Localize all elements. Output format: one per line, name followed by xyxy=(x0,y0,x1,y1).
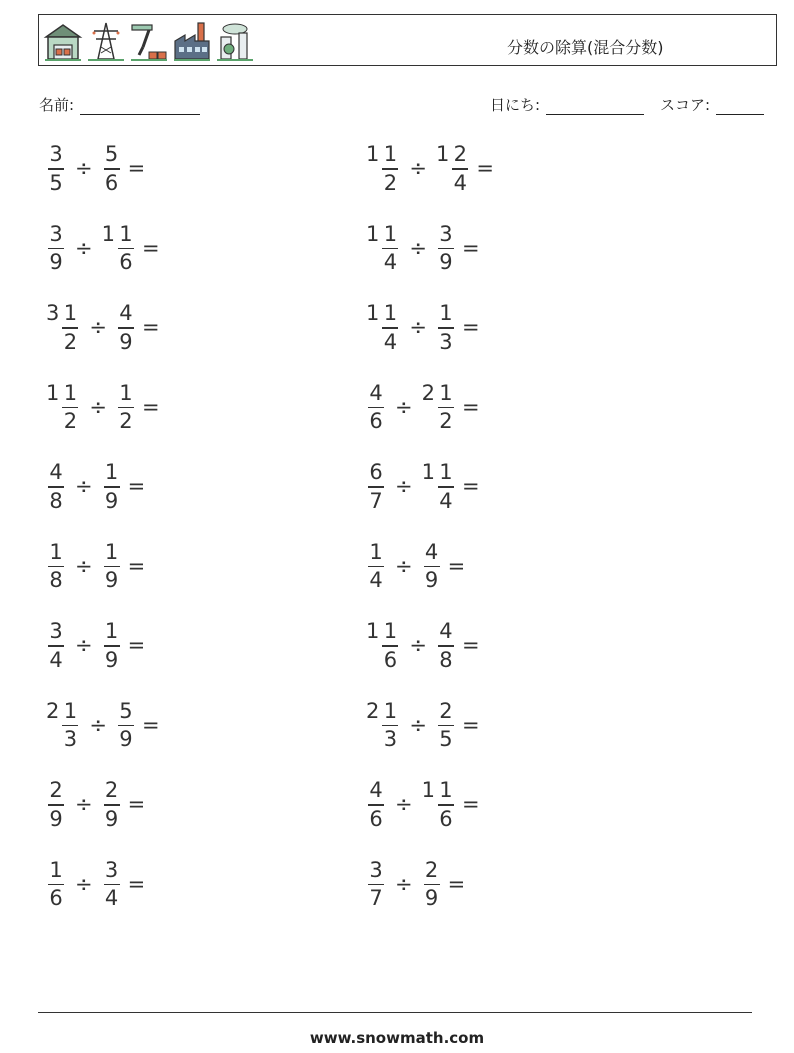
problem-item xyxy=(46,218,160,278)
name-blank[interactable] xyxy=(80,99,200,115)
divide-sign: ÷ xyxy=(409,633,427,657)
name-field xyxy=(39,94,200,115)
fraction xyxy=(368,857,384,911)
fraction xyxy=(62,303,78,353)
numerator: 3 xyxy=(49,221,63,246)
fraction xyxy=(104,621,120,671)
fraction xyxy=(48,144,64,194)
mixed-number xyxy=(46,301,80,353)
denominator: 9 xyxy=(104,806,119,831)
divide-sign: ÷ xyxy=(75,156,93,180)
numerator: 1 xyxy=(104,619,119,644)
denominator: 4 xyxy=(49,647,63,672)
warehouse-icon xyxy=(43,19,83,63)
numerator: 1 xyxy=(63,301,78,326)
denominator: 9 xyxy=(119,329,133,354)
mixed-number xyxy=(46,858,66,910)
mixed-number xyxy=(46,699,80,751)
whole-number: 1 xyxy=(435,142,450,167)
fraction xyxy=(382,698,398,752)
equals-sign: = xyxy=(141,315,160,339)
mixed-number xyxy=(102,619,122,671)
mixed-number xyxy=(366,381,386,433)
mixed-number xyxy=(46,222,66,274)
numerator: 6 xyxy=(369,460,383,485)
fraction xyxy=(438,380,454,434)
mixed-number xyxy=(46,778,66,830)
problem-item xyxy=(46,456,145,516)
denominator: 3 xyxy=(63,727,78,752)
denominator: 6 xyxy=(369,806,383,831)
fraction xyxy=(368,780,384,830)
problem-item xyxy=(366,218,480,278)
equals-sign: = xyxy=(127,474,146,498)
denominator: 4 xyxy=(439,488,453,513)
whole-number: 1 xyxy=(366,221,380,246)
numerator: 4 xyxy=(369,380,383,405)
problem-item xyxy=(46,536,145,596)
denominator: 4 xyxy=(383,329,398,354)
date-field xyxy=(490,94,644,115)
numerator: 4 xyxy=(119,301,133,326)
mixed-number xyxy=(436,619,456,671)
fraction xyxy=(104,780,120,830)
score-blank[interactable] xyxy=(716,99,764,115)
denominator: 7 xyxy=(369,488,383,513)
numerator: 5 xyxy=(119,698,133,723)
denominator: 6 xyxy=(383,647,398,672)
divide-sign: ÷ xyxy=(75,871,93,896)
fraction xyxy=(438,462,454,512)
fraction xyxy=(118,380,134,434)
denominator: 9 xyxy=(104,488,119,513)
numerator: 4 xyxy=(424,539,439,564)
divide-sign: ÷ xyxy=(409,315,427,339)
fraction xyxy=(438,780,454,830)
mixed-number xyxy=(116,381,136,433)
denominator: 2 xyxy=(119,409,133,434)
equals-sign: = xyxy=(127,553,146,578)
fraction xyxy=(424,539,440,593)
numerator: 3 xyxy=(49,142,63,167)
score-label: スコア: xyxy=(660,96,711,114)
divide-sign: ÷ xyxy=(75,553,93,578)
divide-sign: ÷ xyxy=(395,474,413,498)
problem-item xyxy=(366,377,480,437)
denominator: 9 xyxy=(439,250,453,275)
divide-sign: ÷ xyxy=(409,235,427,260)
fraction xyxy=(48,539,64,593)
numerator: 1 xyxy=(104,539,119,564)
fraction xyxy=(104,462,120,512)
mixed-number xyxy=(102,540,122,592)
problem-item xyxy=(366,615,480,675)
problem-item xyxy=(46,297,160,357)
mixed-number xyxy=(436,142,470,194)
denominator: 9 xyxy=(104,647,119,672)
denominator: 9 xyxy=(104,568,119,593)
equals-sign: = xyxy=(127,633,146,657)
denominator: 7 xyxy=(369,886,383,911)
equals-sign: = xyxy=(461,633,480,657)
denominator: 3 xyxy=(439,329,453,354)
fraction xyxy=(104,857,120,911)
whole-number: 3 xyxy=(46,301,60,326)
fraction xyxy=(104,539,120,593)
numerator: 4 xyxy=(439,619,453,644)
denominator: 9 xyxy=(424,568,439,593)
denominator: 2 xyxy=(63,329,78,354)
mixed-number xyxy=(116,699,136,751)
divide-sign: ÷ xyxy=(75,633,93,657)
header-icons xyxy=(43,19,255,63)
mixed-number xyxy=(366,460,386,512)
whole-number: 2 xyxy=(46,698,60,723)
numerator: 4 xyxy=(369,778,383,803)
divide-sign: ÷ xyxy=(409,712,427,737)
whole-number: 1 xyxy=(366,142,380,167)
equals-sign: = xyxy=(461,235,480,260)
problem-item xyxy=(366,456,480,516)
denominator: 2 xyxy=(439,409,453,434)
equals-sign: = xyxy=(461,315,480,339)
problem-item xyxy=(46,695,160,755)
mixed-number xyxy=(102,460,122,512)
fraction xyxy=(438,698,454,752)
problem-item xyxy=(46,774,145,834)
problem-item xyxy=(366,854,465,914)
equals-sign: = xyxy=(461,792,480,816)
mixed-number xyxy=(422,778,456,830)
numerator: 2 xyxy=(49,778,63,803)
numerator: 1 xyxy=(439,460,453,485)
denominator: 2 xyxy=(383,170,398,195)
fraction xyxy=(104,144,120,194)
mixed-number xyxy=(366,142,400,194)
equals-sign: = xyxy=(447,553,466,578)
fraction xyxy=(118,698,134,752)
fraction xyxy=(48,221,64,275)
mixed-number xyxy=(366,540,386,592)
mixed-number xyxy=(422,460,456,512)
problem-item xyxy=(46,138,145,198)
numerator: 3 xyxy=(49,619,63,644)
fraction xyxy=(48,462,64,512)
fraction xyxy=(368,462,384,512)
mixed-number xyxy=(46,460,66,512)
equals-sign: = xyxy=(127,156,146,180)
denominator: 5 xyxy=(439,727,453,752)
whole-number: 1 xyxy=(421,778,435,803)
numerator: 1 xyxy=(63,698,78,723)
equals-sign: = xyxy=(461,474,480,498)
numerator: 1 xyxy=(439,778,453,803)
divide-sign: ÷ xyxy=(395,394,413,419)
numerator: 1 xyxy=(439,301,453,326)
divide-sign: ÷ xyxy=(75,474,93,498)
numerator: 1 xyxy=(383,698,398,723)
numerator: 1 xyxy=(369,539,383,564)
mixed-number xyxy=(46,619,66,671)
numerator: 3 xyxy=(439,221,453,246)
sheet-title: 分数の除算(混合分数) xyxy=(507,38,664,57)
denominator: 6 xyxy=(49,886,63,911)
denominator: 6 xyxy=(119,250,133,275)
numerator: 1 xyxy=(439,380,453,405)
mixed-number xyxy=(102,858,122,910)
equals-sign: = xyxy=(127,871,146,896)
denominator: 4 xyxy=(383,250,398,275)
numerator: 3 xyxy=(104,857,119,882)
numerator: 2 xyxy=(104,778,119,803)
equals-sign: = xyxy=(476,156,494,180)
fraction xyxy=(452,144,468,194)
equals-sign: = xyxy=(141,235,160,260)
fraction xyxy=(368,380,384,434)
denominator: 6 xyxy=(104,170,119,195)
mixed-number xyxy=(436,301,456,353)
equals-sign: = xyxy=(447,871,466,896)
power-tower-icon xyxy=(86,19,126,63)
problem-item xyxy=(46,377,160,437)
denominator: 9 xyxy=(49,806,63,831)
numerator: 2 xyxy=(424,857,439,882)
footer-divider xyxy=(38,1012,752,1013)
fraction xyxy=(48,621,64,671)
mixed-number xyxy=(366,301,400,353)
equals-sign: = xyxy=(461,712,480,737)
denominator: 6 xyxy=(369,409,383,434)
whole-number: 2 xyxy=(366,698,380,723)
mixed-number xyxy=(46,142,66,194)
mixed-number xyxy=(366,858,386,910)
numerator: 4 xyxy=(49,460,63,485)
numerator: 1 xyxy=(104,460,119,485)
whole-number: 2 xyxy=(421,380,435,405)
fraction xyxy=(438,303,454,353)
denominator: 9 xyxy=(424,886,439,911)
fraction xyxy=(48,857,64,911)
fraction xyxy=(62,698,78,752)
fraction xyxy=(382,621,398,671)
footer-url: www.snowmath.com xyxy=(309,1029,485,1047)
date-label: 日にち: xyxy=(490,96,541,114)
numerator: 2 xyxy=(453,142,468,167)
denominator: 4 xyxy=(104,886,119,911)
factory-icon xyxy=(172,19,212,63)
fraction xyxy=(424,857,440,911)
equals-sign: = xyxy=(127,792,146,816)
name-label: 名前: xyxy=(39,96,75,114)
mixed-number xyxy=(116,301,136,353)
industrial-plant-icon xyxy=(215,19,255,63)
divide-sign: ÷ xyxy=(395,553,413,578)
mixed-number xyxy=(366,699,400,751)
fraction xyxy=(118,303,134,353)
fraction xyxy=(48,780,64,830)
date-blank[interactable] xyxy=(546,99,644,115)
problem-item xyxy=(366,774,480,834)
fraction xyxy=(118,221,134,275)
divide-sign: ÷ xyxy=(409,156,427,180)
numerator: 1 xyxy=(383,619,398,644)
mixed-number xyxy=(422,858,442,910)
fraction xyxy=(368,539,384,593)
problem-item xyxy=(366,695,480,755)
mixed-number xyxy=(366,778,386,830)
denominator: 8 xyxy=(439,647,453,672)
whole-number: 1 xyxy=(101,221,115,246)
fraction xyxy=(438,221,454,275)
whole-number: 1 xyxy=(366,301,380,326)
mixed-number xyxy=(422,540,442,592)
denominator: 3 xyxy=(383,727,398,752)
whole-number: 1 xyxy=(46,380,60,405)
denominator: 9 xyxy=(119,727,133,752)
equals-sign: = xyxy=(141,394,160,419)
mixed-number xyxy=(46,381,80,433)
problem-item xyxy=(366,138,494,198)
problem-item xyxy=(366,536,465,596)
divide-sign: ÷ xyxy=(75,792,93,816)
mixed-number xyxy=(366,619,400,671)
problem-item xyxy=(46,854,145,914)
mixed-number xyxy=(102,222,136,274)
denominator: 5 xyxy=(49,170,63,195)
numerator: 5 xyxy=(104,142,119,167)
robot-arm-icon xyxy=(129,19,169,63)
whole-number: 1 xyxy=(421,460,435,485)
equals-sign: = xyxy=(141,712,160,737)
numerator: 1 xyxy=(49,857,63,882)
divide-sign: ÷ xyxy=(89,712,107,737)
fraction xyxy=(382,144,398,194)
denominator: 9 xyxy=(49,250,63,275)
numerator: 1 xyxy=(383,301,398,326)
numerator: 2 xyxy=(439,698,453,723)
divide-sign: ÷ xyxy=(89,315,107,339)
denominator: 8 xyxy=(49,488,63,513)
header-box xyxy=(38,14,777,66)
numerator: 1 xyxy=(49,539,63,564)
denominator: 2 xyxy=(63,409,78,434)
problem-item xyxy=(46,615,145,675)
problem-item xyxy=(366,297,480,357)
mixed-number xyxy=(436,699,456,751)
numerator: 1 xyxy=(383,221,398,246)
numerator: 3 xyxy=(369,857,383,882)
fraction xyxy=(382,303,398,353)
divide-sign: ÷ xyxy=(395,792,413,816)
numerator: 1 xyxy=(119,380,133,405)
denominator: 8 xyxy=(49,568,63,593)
fraction xyxy=(382,221,398,275)
mixed-number xyxy=(46,540,66,592)
denominator: 4 xyxy=(369,568,383,593)
mixed-number xyxy=(102,778,122,830)
whole-number: 1 xyxy=(366,619,380,644)
equals-sign: = xyxy=(461,394,480,419)
denominator: 4 xyxy=(453,170,468,195)
denominator: 6 xyxy=(439,806,453,831)
numerator: 1 xyxy=(63,380,78,405)
mixed-number xyxy=(436,222,456,274)
mixed-number xyxy=(422,381,456,433)
divide-sign: ÷ xyxy=(89,394,107,419)
fraction xyxy=(438,621,454,671)
mixed-number xyxy=(366,222,400,274)
fraction xyxy=(62,380,78,434)
mixed-number xyxy=(102,142,122,194)
score-field xyxy=(660,94,764,115)
numerator: 1 xyxy=(383,142,398,167)
divide-sign: ÷ xyxy=(395,871,413,896)
numerator: 1 xyxy=(119,221,133,246)
divide-sign: ÷ xyxy=(75,235,93,260)
